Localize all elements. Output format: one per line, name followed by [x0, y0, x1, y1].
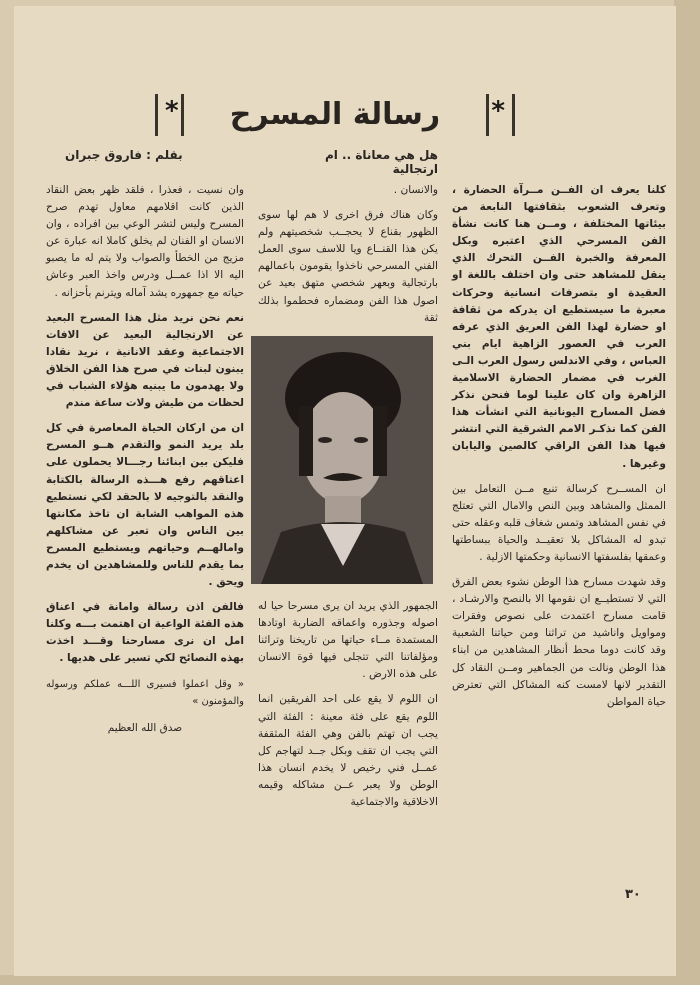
column-middle-bottom: [258, 598, 438, 819]
title-right-bar: [512, 94, 515, 136]
article-byline: بقلم : فاروق جبران: [65, 148, 183, 162]
paragraph: ان من اركان الحياة المعاصرة في كل بلد يريد النمو والتقدم هــو المسرح فليكن بين ابنائنا رجـــالا يحملون على اعتاقهم رفع هـــذه الرسالة بالكتابة والنقد بالتوجيه لا بالحقد لكي نستطيع هذه المواهب الشابة ان تاخذ مكانتها بين الناس وان تعبر عن مشاكلهم وامالهــم وحياتهم ويستطيع المسرح بما يقدم للناس وللمشاهدين ان يخدم ويحق .: [46, 422, 244, 589]
title-left-bar: [155, 94, 158, 136]
paragraph: وان نسيت ، فعذرا ، فلقد ظهر بعض النقاد الذين كانت اقلامهم معاول تهدم صرح المسرح وليس لتشر الوعي بين افراده ، وان الانسان او الفنان لم يخلق كاملا انه عبارة عن مزيج من الخطأ والصواب ولا يتم له ما يصبو اليه الا اذا عمــل ودرس واخذ العبر وعاش حياته مع جمهوره يشد آماله ويترنم بأحزانه .: [46, 184, 244, 299]
column-left: [46, 182, 244, 737]
article-subtitle: هل هي معاناة .. ام ارتجالية: [324, 148, 438, 176]
author-photo: [251, 336, 433, 584]
paragraph: وقد شهدت مسارح هذا الوطن نشوء بعض الفرق التي لا تستطيــع ان نقومها الا بالنصح والارشـاد ، قامت مسارح اعتمدت على نصوص وفقرات ومواويل واناشيد من تراثنا ومن حياتنا الشعبية وقد كانت دوما محط أنظار المشاهدين من ابناء هذا الوطن ونالت من الجماهير ومــن النقاد كل التقدير لانها لامست كنه المشاكل التي تعترض حياة المواطن: [452, 576, 666, 708]
title-left-bar-inner: [181, 94, 184, 136]
title-left-star-icon: *: [165, 96, 179, 126]
column-middle-top: [258, 182, 438, 335]
title-right-bar-inner: [486, 94, 489, 136]
paragraph: وكان هناك فرق اخرى لا هم لها سوى الظهور بقناع لا يحجــب شخصيتهم ولم يكن هذا القنــاع ويا للاسف سوى العمل الفني المسرحي ناخذوا يقومون باعمالهم بارتجالية وبعهر شخصي متهق بعيد عن اصول هذا الفن ومضماره فحطموا بذلك ثقة: [258, 209, 438, 324]
page-bottom-edge: [0, 975, 700, 985]
paragraph: والانسان .: [393, 184, 438, 196]
portrait-illustration: [251, 336, 433, 584]
page-number: ٣٠: [625, 887, 641, 902]
paragraph: الجمهور الذي يريد ان يرى مسرحا حيا له اصوله وجذوره واعماقه الضاربة اوتادها المستمدة مــاء حياتها من تاريخنا وتراثنا ومؤلفاتنا التي تتجلى فيها قوة الانسان على هذه الارض .: [258, 600, 438, 681]
paragraph: ان اللوم لا يقع على احد الفريقين انما اللوم يقع على فئة معينة : الفئة التي يجب ان تهتم بالفن وهي الفئة المثقفة التي يجب ان تقف وبكل جــد لتهاجم كل عمــل فني رخيص لا يخدم انسان هذا الوطن ولا يعبر عــن مشاكله وقيمه الاخلاقية والاجتماعية: [258, 693, 438, 809]
paragraph: كلنا يعرف ان الفــن مــرآة الحضارة ، وتعرف الشعوب بثقافتها النابعة من بيئاتها المختلفة ، ومــن هنا كانت نشأة الفن المسرحي الذي اعتبره وبكل المعرفة والخبرة الفــن التحرك الذي ينقل للمشاهد حتى وان اختلف باللغة او العقيدة او بتصرفات انسانية وحركات معبرة ما سيستطيع ان يدركه من ثقافة او حضارة لهذا الفن العريق الذي عرفه العرب في العصور الزاهية ايام بني العباس ، وفي الاندلس رسول العرب الـى الغرب في مضمار الحضارة الاسلامية الزاهرة وان كان علينا لوما فنحن نذكر فضل المسارح اليونانية التي انشأت هذا الفن كما نذكـر الامم الشرقية التي انتشر فيها هذا الفن الراقي كالصين واليابان وغيرها .: [452, 184, 666, 470]
paragraph: فالفن اذن رسالة وامانة في اعناق هذه الفئة الواعية ان اهتمت بـــه وكلنا امل ان نرى مسارحنا وقـــد اخذت بهذه النصائح لكي تسير على هديها .: [46, 601, 244, 665]
column-right: [452, 182, 666, 719]
paragraph: ان المســرح كرسالة تنبع مــن التعامل بين الممثل والمشاهد وبين النص والامال التي تعتلج في نفس المشاهد وتمس شغاف قلبه وعقله حتى تبدو له المشاكل بلا تعقيــد والحياة ببساطتها وعمقها بفلسفتها الانسانية وحكمتها الازلية .: [452, 482, 666, 563]
paragraph: نعم نحن نريد مثل هذا المسرح البعيد عن الارتجالية البعيد عن الافات الاجتماعية وعقد الانانية ، نريد نقادا يبنون لبنات في صرح هذا الفن الخلاق ولا يهدمون ما يبنيه هؤلاء الشباب في لحظات من طيش ولات ساعة مندم: [46, 311, 244, 410]
title-banner: [155, 88, 515, 140]
quote-source: صدق الله العظيم: [107, 721, 183, 734]
page-edge-shadow: [674, 0, 700, 985]
article-title: رسالة المسرح: [229, 96, 441, 132]
quran-quote: « وقل اعملوا فسيرى اللـــه عملكم ورسوله والمؤمنون »: [46, 678, 244, 707]
title-right-star-icon: *: [491, 96, 505, 126]
